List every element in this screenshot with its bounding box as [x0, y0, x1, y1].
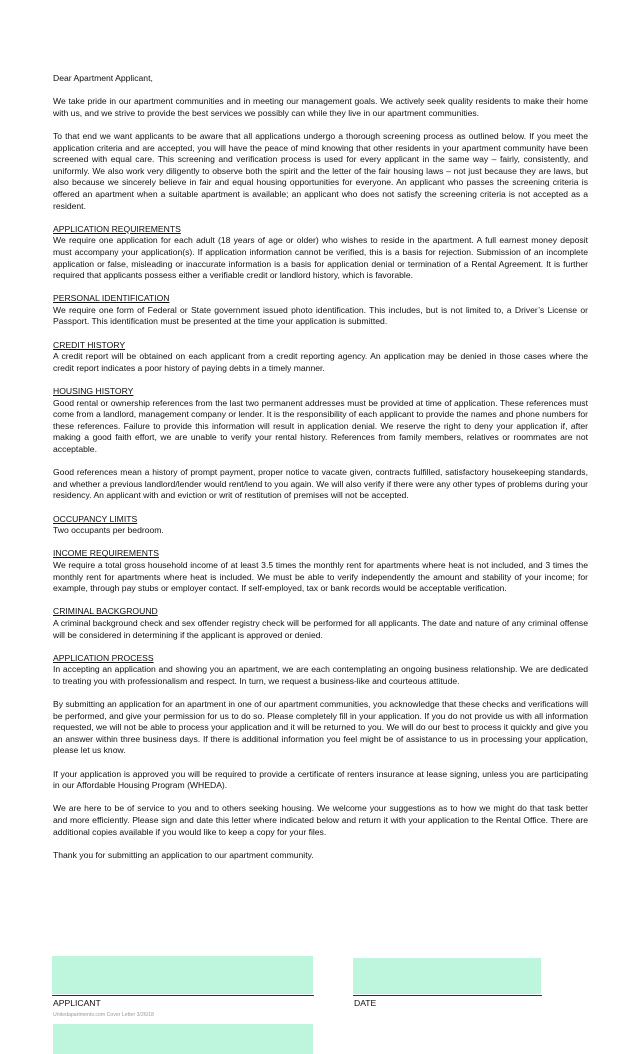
- section-application-process: [53, 653, 588, 688]
- housing-references-paragraph: Good references mean a history of prompt payment, proper notice to vacate given, contracts fulfilled, satisfactory housekeeping standards, and whether a previous landlord/lender would rent/lend to you again. We will also verify if there were any other types of problems during your residency. An applicant with and eviction or writ of restitution of premises will not be accepted.: [53, 467, 588, 501]
- applicant-signature-field[interactable]: [52, 956, 313, 994]
- intro-paragraph: We take pride in our apartment communities and in meeting our management goals. We actively seek quality residents to make their home with us, and we strive to provide the best services we possibly can while they live in our apartment communities.: [53, 96, 588, 118]
- letter-body: [53, 73, 588, 873]
- applicant-label: APPLICANT: [53, 998, 101, 1008]
- applicant-signature-line: [52, 995, 314, 996]
- section-heading: PERSONAL IDENTIFICATION: [53, 293, 170, 304]
- salutation: Dear Apartment Applicant,: [53, 73, 153, 83]
- closing-paragraph: If your application is approved you will be required to provide a certificate of renters insurance at lease signing, unless you are participating in our Affordable Housing Program (WHEDA).: [53, 768, 588, 791]
- date-field[interactable]: [353, 958, 541, 994]
- section-body: In accepting an application and showing you an apartment, we are each contemplating an ongoing business relationship. We are dedicated to treating you with professionalism and respect. In turn, we request a business-like and courteous attitude.: [53, 664, 588, 686]
- section-body: We require one form of Federal or State government issued photo identification. This includes, but is not limited to, a Driver’s License or Passport. This identification must be presented at the time your application is submitted.: [53, 304, 588, 327]
- section-body: A credit report will be obtained on each applicant from a credit reporting agency. An application may be denied in those cases where the credit report indicates a poor history of paying debts in a timely manner.: [53, 351, 588, 373]
- closing-paragraph: By submitting an application for an apartment in one of our apartment communities, you acknowledge that these checks and verifications will be performed, and give your permission for us to do so. Please completely fill in your application. If you do not provide us with all information requested, we will not be able to process your application and it will be returned to you. We will do our best to process it quickly and give you an answer within three business days. If there is additional information you feel might be of assistance to us in processing your application, please let us know.: [53, 699, 588, 756]
- section-occupancy-limits: [53, 514, 588, 537]
- section-heading: APPLICATION REQUIREMENTS: [53, 223, 181, 234]
- date-line: [353, 995, 542, 996]
- section-heading: APPLICATION PROCESS: [53, 652, 154, 663]
- section-body: Good rental or ownership references from the last two permanent addresses must be provided at time of application. These references must come from a landlord, management company or lender. It is the responsibility of each applicant to provide the names and phone numbers for these references. Failure to provide this information will result in application denial. We reserve the right to deny your application if, after making a good faith effort, we are unable to verify your rental history. References from family members, relatives or roommates are not acceptable.: [53, 397, 588, 454]
- section-housing-history: [53, 386, 588, 456]
- section-application-requirements: [53, 224, 588, 282]
- section-heading: HOUSING HISTORY: [53, 386, 134, 397]
- section-body: We require a total gross household income of at least 3.5 times the monthly rent for apartments where heat is not included, and 3 times the monthly rent for apartments where heat is included. We must be able to verify independently the amount and stability of your income; for example, through pay stubs or employer contact. If self-employed, tax or bank records would be acceptable verification.: [53, 559, 588, 594]
- section-body: Two occupants per bedroom.: [53, 525, 164, 536]
- closing-paragraph: We are here to be of service to you and to others seeking housing. We welcome your suggestions as to how we might do that task better and more efficiently. Please sign and date this letter where indicated below and return it with your application to the Rental Office. There are additional copies available if you would like to keep a copy for your files.: [53, 803, 588, 837]
- date-label: DATE: [354, 998, 377, 1008]
- section-heading: INCOME REQUIREMENTS: [53, 548, 159, 559]
- additional-entry-field[interactable]: [53, 1024, 313, 1054]
- footer-note: Unitedapartments.com Cover Letter 3/26/18: [53, 1012, 154, 1018]
- section-credit-history: [53, 340, 588, 375]
- section-heading: CREDIT HISTORY: [53, 339, 126, 350]
- section-income-requirements: [53, 548, 588, 594]
- section-personal-identification: [53, 293, 588, 328]
- thank-you-line: Thank you for submitting an application to our apartment community.: [53, 849, 314, 860]
- intro-paragraph: To that end we want applicants to be aware that all applications undergo a thorough screening process as outlined below. If you meet the application criteria and are accepted, you will have the peace of mind knowing that other residents in your apartment community have been screened with equal care. This screening and verification process is used for every applicant in the same way – fairly, consistently, and uniformly. We also work very diligently to observe both the spirit and the letter of the fair housing laws – not just because they are laws, but also because we sincerely believe in fair and equal housing opportunities for everyone. An applicant who passes the screening criteria is offered an apartment when a suitable apartment is available; an applicant who does not satisfy the screening criteria is not accepted as a resident.: [53, 130, 588, 211]
- section-heading: CRIMINAL BACKGROUND: [53, 606, 158, 617]
- section-heading: OCCUPANCY LIMITS: [53, 513, 138, 524]
- section-body: We require one application for each adult (18 years of age or older) who wishes to reside in the apartment. A full earnest money deposit must accompany your application(s). If application information cannot be verified, this is a basis for rejection. Submission of an incomplete application or false, misleading or inaccurate information is a basis for application denial or termination of a Rental Agreement. It is further required that applicants possess either a verifiable credit or landlord history, which is favorable.: [53, 235, 588, 281]
- section-body: A criminal background check and sex offender registry check will be performed for all applicants. The date and nature of any criminal offense will be considered in determining if the applicant is approved or denied.: [53, 617, 588, 640]
- section-criminal-background: [53, 606, 588, 641]
